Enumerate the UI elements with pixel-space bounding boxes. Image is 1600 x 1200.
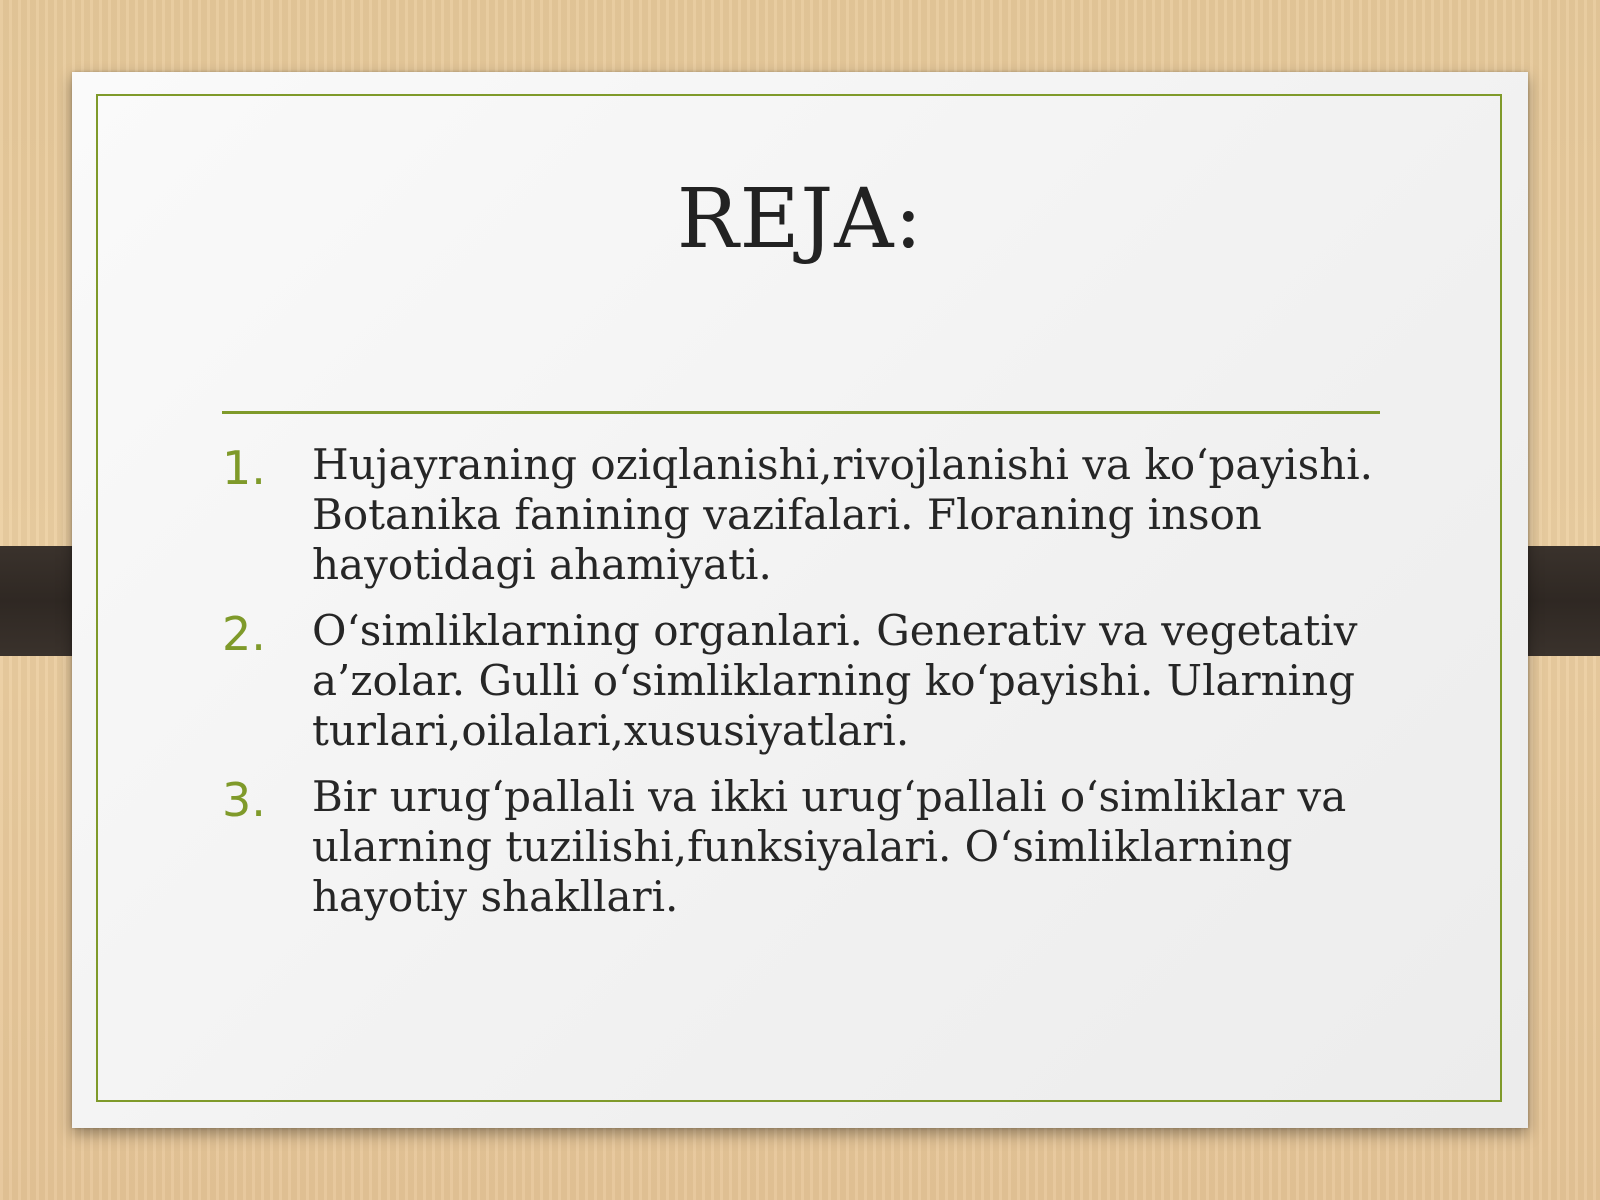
list-item-text: Bir urug‘pallali va ikki urug‘pallali o‘simliklar va ularning tuzilishi,funksiyalari. O‘simliklarning hayotiy shakllari.	[312, 772, 1347, 921]
list-item-number: 1.	[222, 441, 266, 495]
list-item	[222, 440, 1422, 590]
list-item-text: Hujayraning oziqlanishi,rivojlanishi va ko‘payishi. Botanika fanining vazifalari. Floraning inson hayotidagi ahamiyati.	[312, 440, 1373, 589]
list-item	[222, 606, 1422, 756]
list-item-number: 3.	[222, 773, 266, 827]
list-item-text: O‘simliklarning organlari. Generativ va vegetativ a’zolar. Gulli o‘simliklarning ko‘payishi. Ularning turlari,oilalari,xususiyatlari.	[312, 606, 1358, 755]
slide	[72, 72, 1528, 1128]
list-item-number: 2.	[222, 607, 266, 661]
slide-title: REJA:	[676, 172, 924, 267]
title-divider	[222, 411, 1380, 414]
plan-list	[222, 440, 1422, 938]
list-item	[222, 772, 1422, 922]
